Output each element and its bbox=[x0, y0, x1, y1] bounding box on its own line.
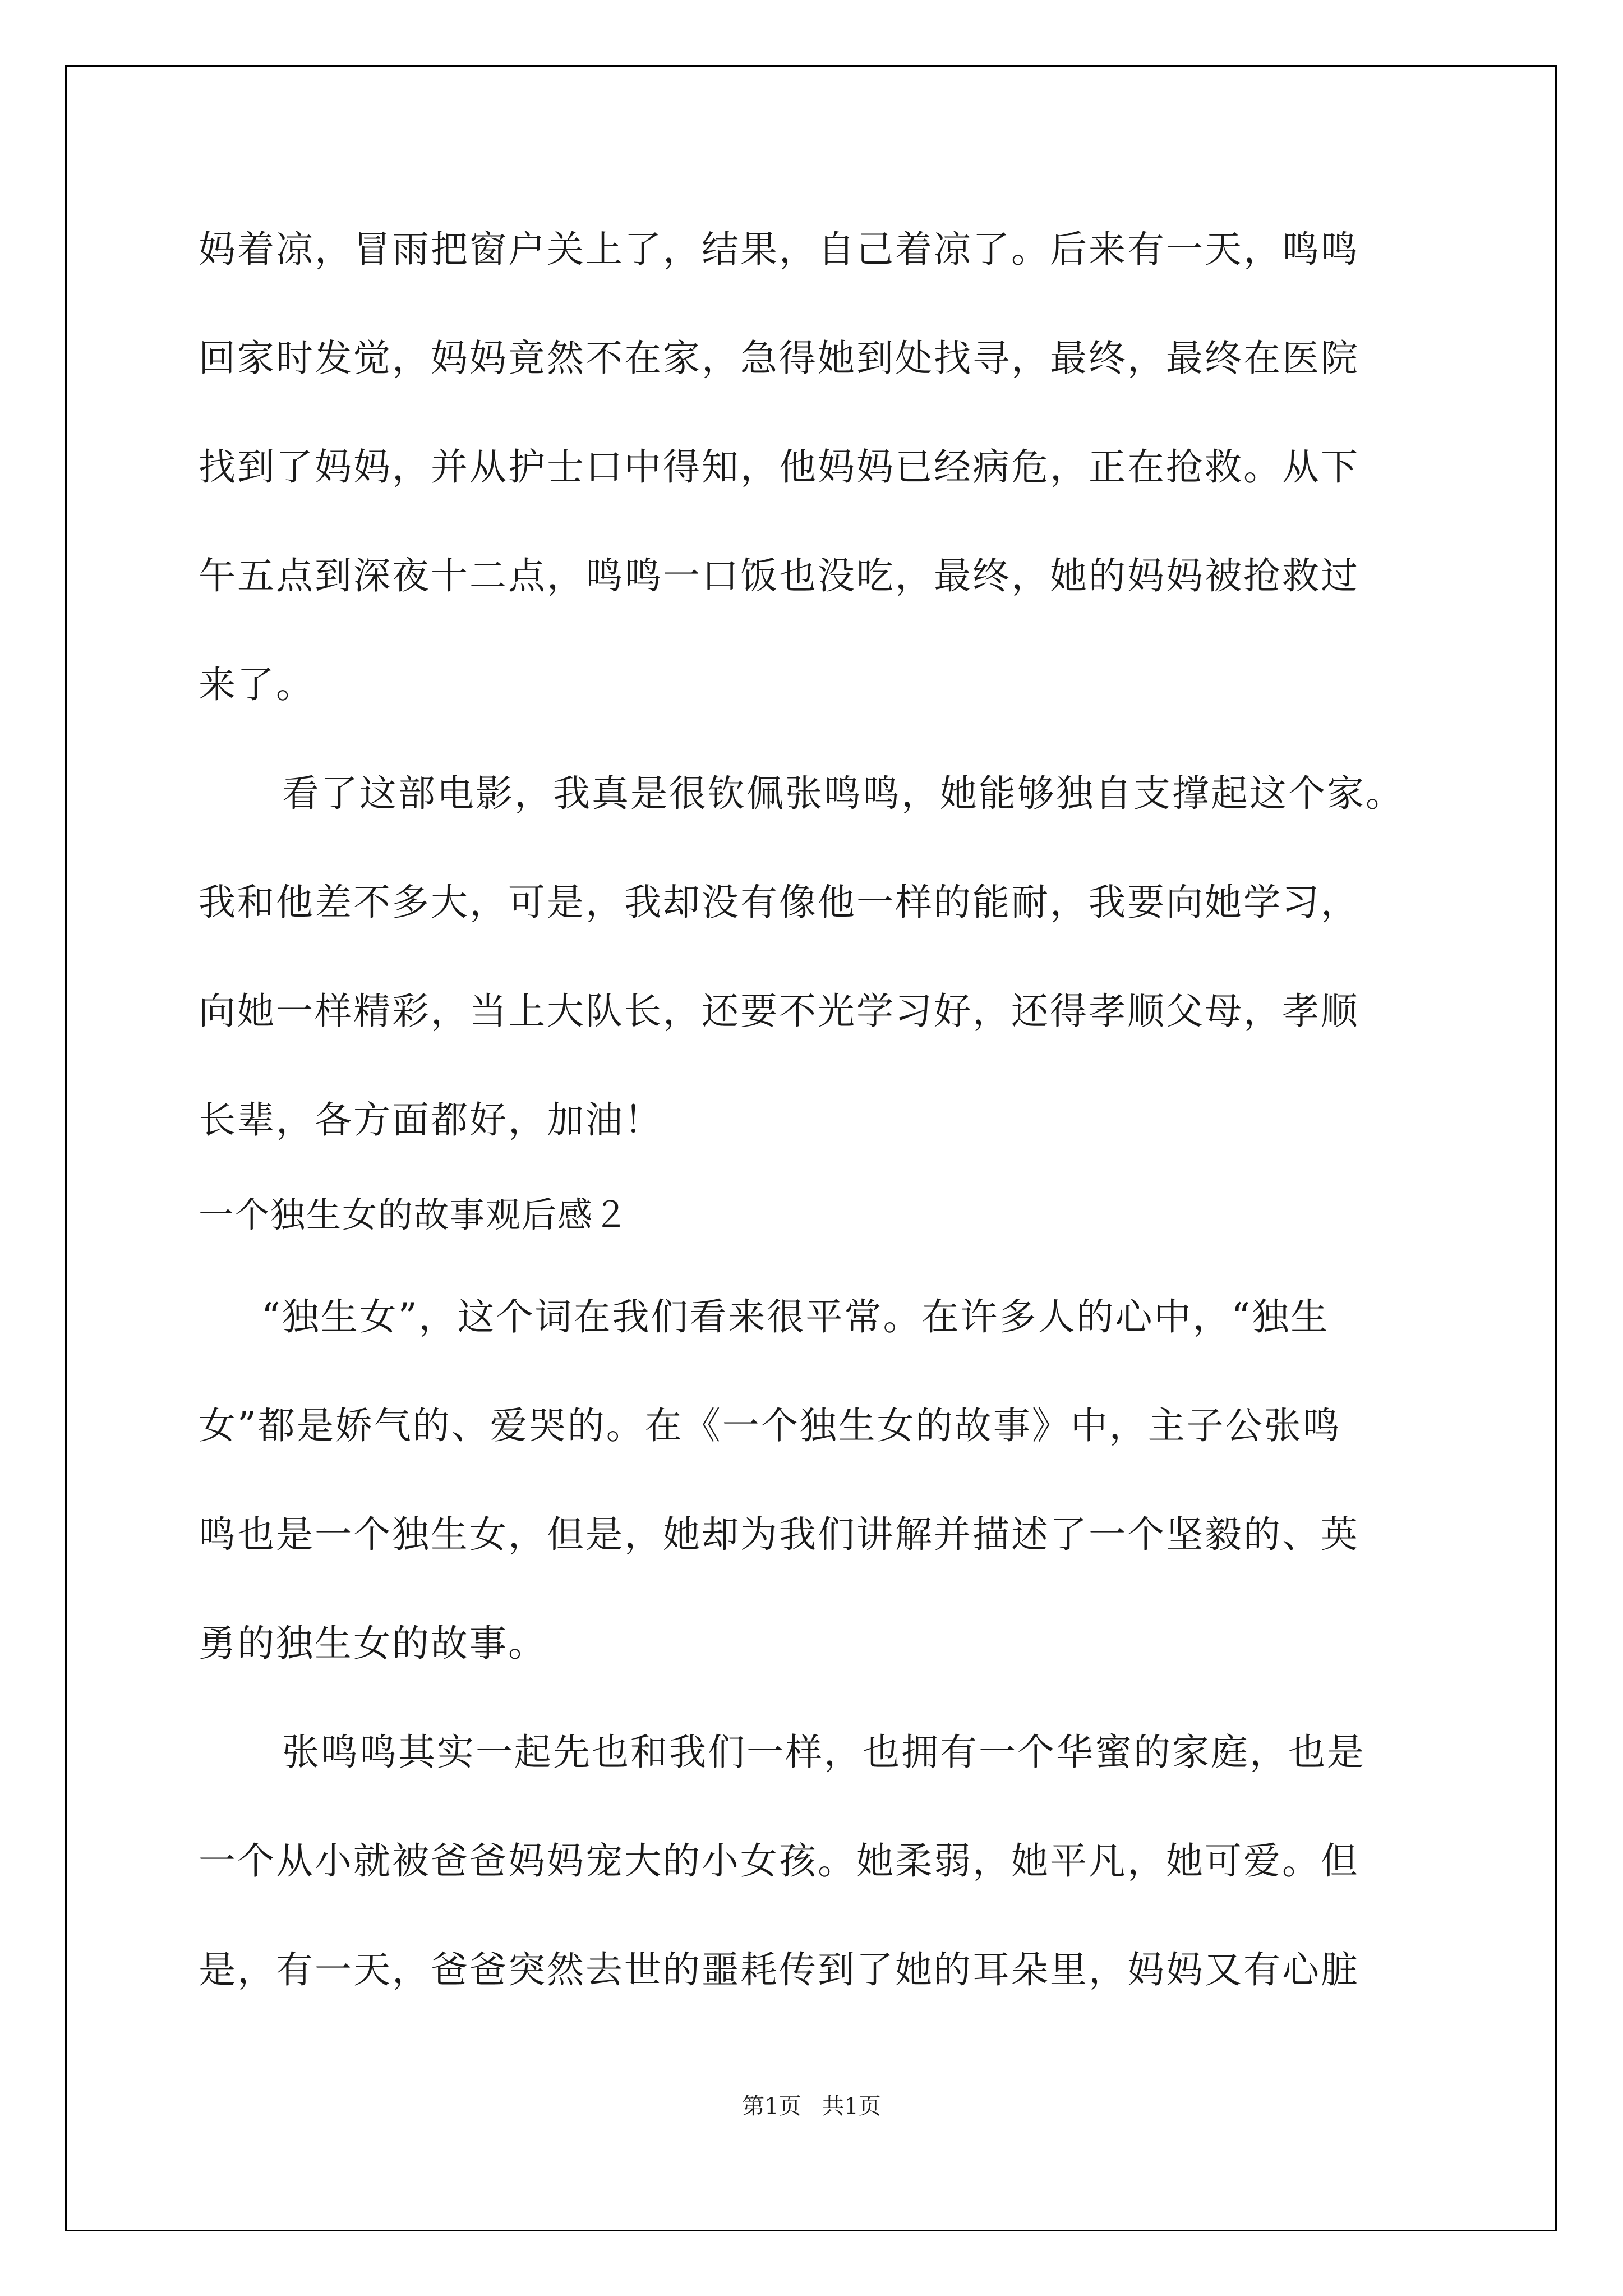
page-border bbox=[65, 65, 1557, 2231]
text-line: 午五点到深夜十二点，鸣鸣一口饭也没吃，最终，她的妈妈被抢救过 bbox=[199, 554, 1359, 597]
text-line: 一个从小就被爸爸妈妈宠大的小女孩。她柔弱，她平凡，她可爱。但 bbox=[199, 1839, 1359, 1883]
text-line: “独生女”，这个词在我们看来很平常。在许多人的心中，“独生 bbox=[261, 1295, 1330, 1338]
text-line: 向她一样精彩，当上大队长，还要不光学习好，还得孝顺父母，孝顺 bbox=[199, 990, 1359, 1033]
text-line: 鸣也是一个独生女，但是，她却为我们讲解并描述了一个坚毅的、英 bbox=[199, 1513, 1359, 1556]
text-line: 看了这部电影，我真是很钦佩张鸣鸣，她能够独自支撑起这个家。 bbox=[282, 772, 1404, 815]
text-line: 来了。 bbox=[199, 663, 315, 706]
text-line: 回家时发觉，妈妈竟然不在家，急得她到处找寻，最终，最终在医院 bbox=[199, 337, 1359, 380]
text-line: 张鸣鸣其实一起先也和我们一样，也拥有一个华蜜的家庭，也是 bbox=[282, 1731, 1366, 1774]
text-line: 是，有一天，爸爸突然去世的噩耗传到了她的耳朵里，妈妈又有心脏 bbox=[199, 1948, 1359, 1991]
page-total: 共1页 bbox=[822, 2093, 881, 2119]
page-number: 第1页 bbox=[742, 2093, 801, 2119]
text-line: 找到了妈妈，并从护士口中得知，他妈妈已经病危，正在抢救。从下 bbox=[199, 445, 1359, 489]
section-heading: 一个独生女的故事观后感２ bbox=[199, 1194, 630, 1235]
text-line: 长辈，各方面都好，加油！ bbox=[199, 1098, 663, 1142]
text-line: 妈着凉，冒雨把窗户关上了，结果，自己着凉了。后来有一天，鸣鸣 bbox=[199, 228, 1359, 271]
text-line: 勇的独生女的故事。 bbox=[199, 1622, 547, 1665]
page-footer bbox=[0, 2092, 1623, 2120]
text-line: 我和他差不多大，可是，我却没有像他一样的能耐，我要向她学习， bbox=[199, 881, 1359, 924]
text-line: 女”都是娇气的、爱哭的。在《一个独生女的故事》中，主子公张鸣 bbox=[199, 1404, 1341, 1447]
